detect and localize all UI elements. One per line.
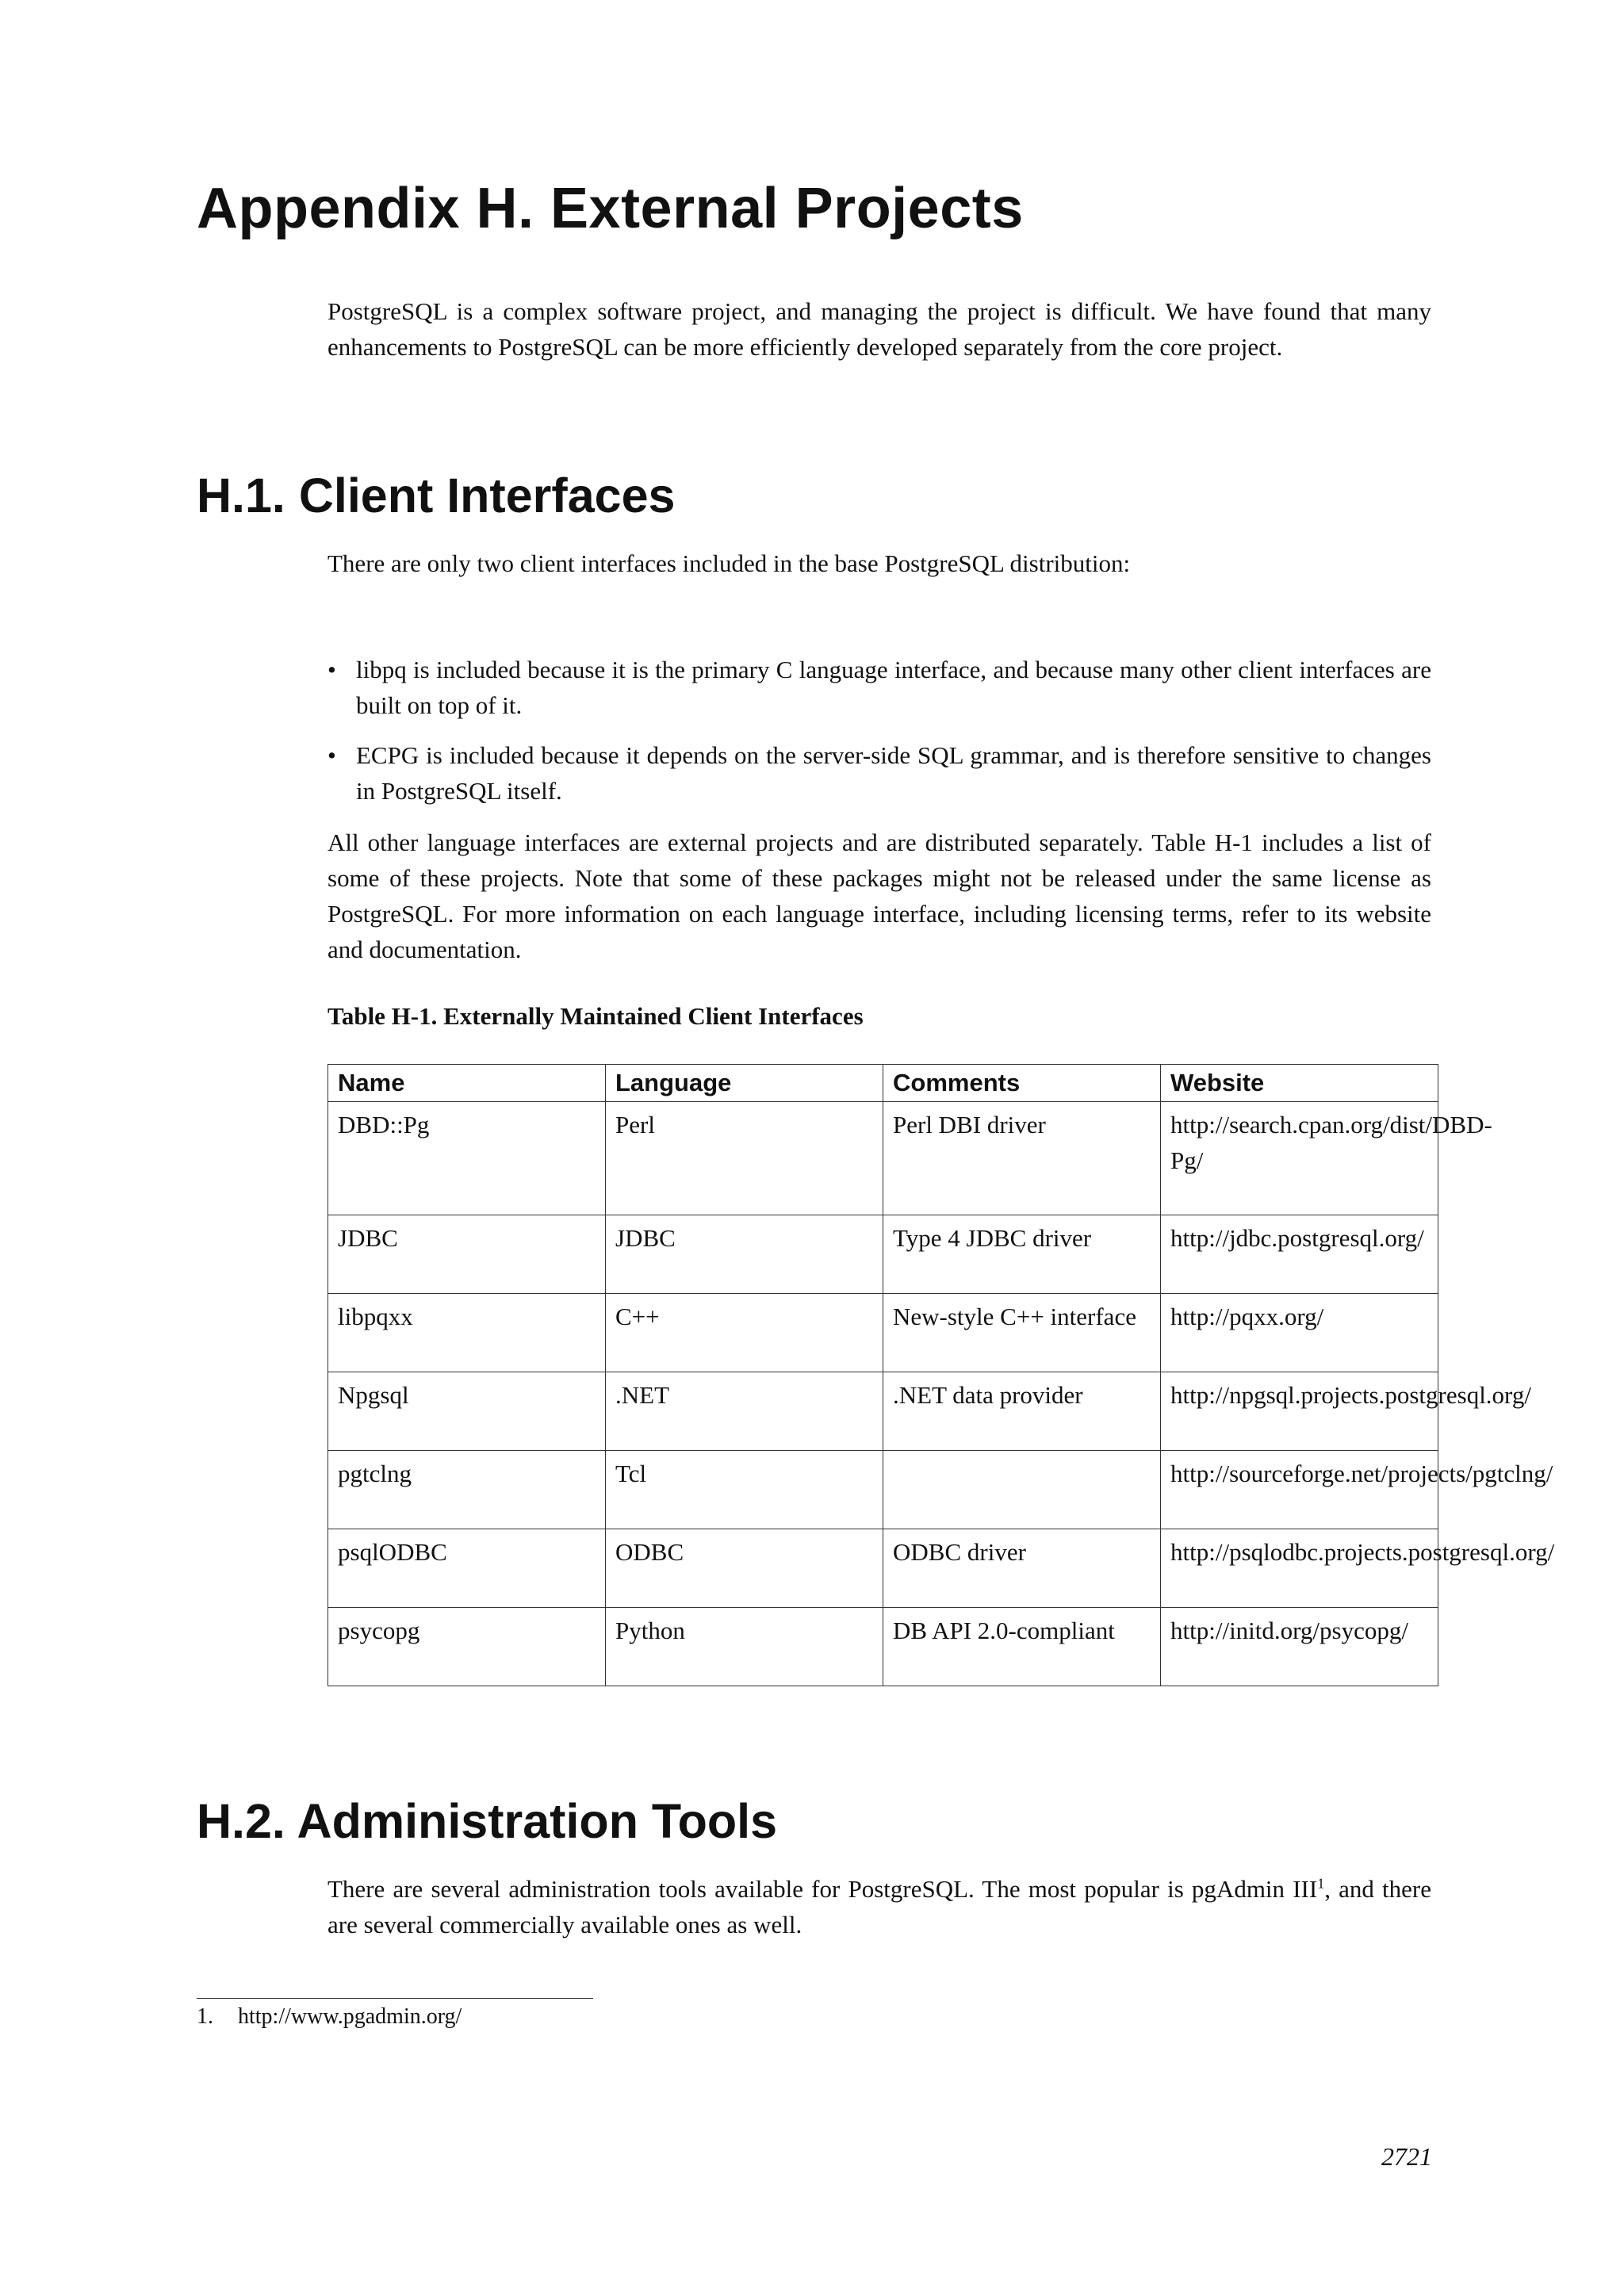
cell-website: http://npgsql.projects.postgresql.org/ — [1161, 1372, 1438, 1451]
footnote — [197, 2004, 462, 2030]
cell-name: JDBC — [328, 1215, 606, 1294]
admin-body-text-continued: , and there are several commercially available ones as well. — [327, 1875, 1431, 1938]
cell-language: .NET — [606, 1372, 883, 1451]
cell-comments: Perl DBI driver — [883, 1102, 1161, 1215]
administration-tools-body — [327, 1871, 1431, 1942]
section-heading-administration-tools: H.2. Administration Tools — [197, 1794, 778, 1848]
intro-paragraph: PostgreSQL is a complex software project, and managing the project is difficult. We have found that many enhancements to PostgreSQL can be more efficiently developed separately from the core project. — [327, 297, 1431, 361]
table-header-row — [328, 1065, 1438, 1102]
list-item-text: libpq is included because it is the primary C language interface, and because many other client interfaces are built on top of it. — [356, 656, 1431, 719]
cell-website: http://pqxx.org/ — [1161, 1294, 1438, 1372]
section-heading-client-interfaces: H.1. Client Interfaces — [197, 469, 676, 522]
page-title: Appendix H. External Projects — [197, 177, 1024, 240]
cell-name: psqlODBC — [328, 1529, 606, 1608]
cell-language: Perl — [606, 1102, 883, 1215]
cell-comments: .NET data provider — [883, 1372, 1161, 1451]
cell-website: http://initd.org/psycopg/ — [1161, 1608, 1438, 1686]
cell-comments: Type 4 JDBC driver — [883, 1215, 1161, 1294]
cell-website: http://search.cpan.org/dist/DBD-Pg/ — [1161, 1102, 1438, 1215]
cell-language: Python — [606, 1608, 883, 1686]
footnote-number: 1. — [197, 2004, 213, 2029]
client-interfaces-lead: There are only two client interfaces included in the base PostgreSQL distribution: — [327, 549, 1131, 577]
cell-language: JDBC — [606, 1215, 883, 1294]
table-row — [328, 1608, 1438, 1686]
column-header-website: Website — [1161, 1065, 1438, 1102]
table-row — [328, 1294, 1438, 1372]
list-item — [327, 652, 1431, 723]
cell-website: http://jdbc.postgresql.org/ — [1161, 1215, 1438, 1294]
table-row — [328, 1451, 1438, 1529]
footnote-reference[interactable]: 1 — [1317, 1875, 1325, 1892]
cell-comments: ODBC driver — [883, 1529, 1161, 1608]
cell-name: pgtclng — [328, 1451, 606, 1529]
column-header-name: Name — [328, 1065, 606, 1102]
list-item — [327, 737, 1431, 809]
table-row — [328, 1529, 1438, 1608]
cell-name: libpqxx — [328, 1294, 606, 1372]
cell-name: DBD::Pg — [328, 1102, 606, 1215]
table-caption: Table H-1. Externally Maintained Client Interfaces — [327, 1002, 864, 1030]
admin-body-text: There are several administration tools available for PostgreSQL. The most popular is pgAdmin III — [327, 1875, 1318, 1903]
table-row — [328, 1102, 1438, 1215]
client-interfaces-body: All other language interfaces are external projects and are distributed separately. Table H-1 includes a list of some of these projects. Note that some of these packages might not be released under the same license as PostgreSQL. For more information on each language interface, including licensing terms, refer to its website and documentation. — [327, 828, 1431, 963]
column-header-language: Language — [606, 1065, 883, 1102]
cell-comments: DB API 2.0-compliant — [883, 1608, 1161, 1686]
cell-name: psycopg — [328, 1608, 606, 1686]
table-row — [328, 1215, 1438, 1294]
table-row — [328, 1372, 1438, 1451]
footnote-link[interactable]: http://www.pgadmin.org/ — [238, 2004, 462, 2029]
column-header-comments: Comments — [883, 1065, 1161, 1102]
cell-website: http://sourceforge.net/projects/pgtclng/ — [1161, 1451, 1438, 1529]
bullet-icon: • — [327, 741, 336, 769]
bullet-icon: • — [327, 656, 336, 683]
cell-name: Npgsql — [328, 1372, 606, 1451]
cell-website: http://psqlodbc.projects.postgresql.org/ — [1161, 1529, 1438, 1608]
cell-language: Tcl — [606, 1451, 883, 1529]
client-interfaces-table — [327, 1064, 1555, 1686]
cell-language: C++ — [606, 1294, 883, 1372]
list-item-text: ECPG is included because it depends on the server-side SQL grammar, and is therefore sensitive to changes in PostgreSQL itself. — [356, 741, 1431, 805]
cell-comments — [883, 1451, 1161, 1529]
page-number: 2721 — [1381, 2142, 1432, 2171]
cell-language: ODBC — [606, 1529, 883, 1608]
footnote-divider — [197, 1998, 593, 1999]
cell-comments: New-style C++ interface — [883, 1294, 1161, 1372]
client-interfaces-list — [327, 652, 1431, 823]
